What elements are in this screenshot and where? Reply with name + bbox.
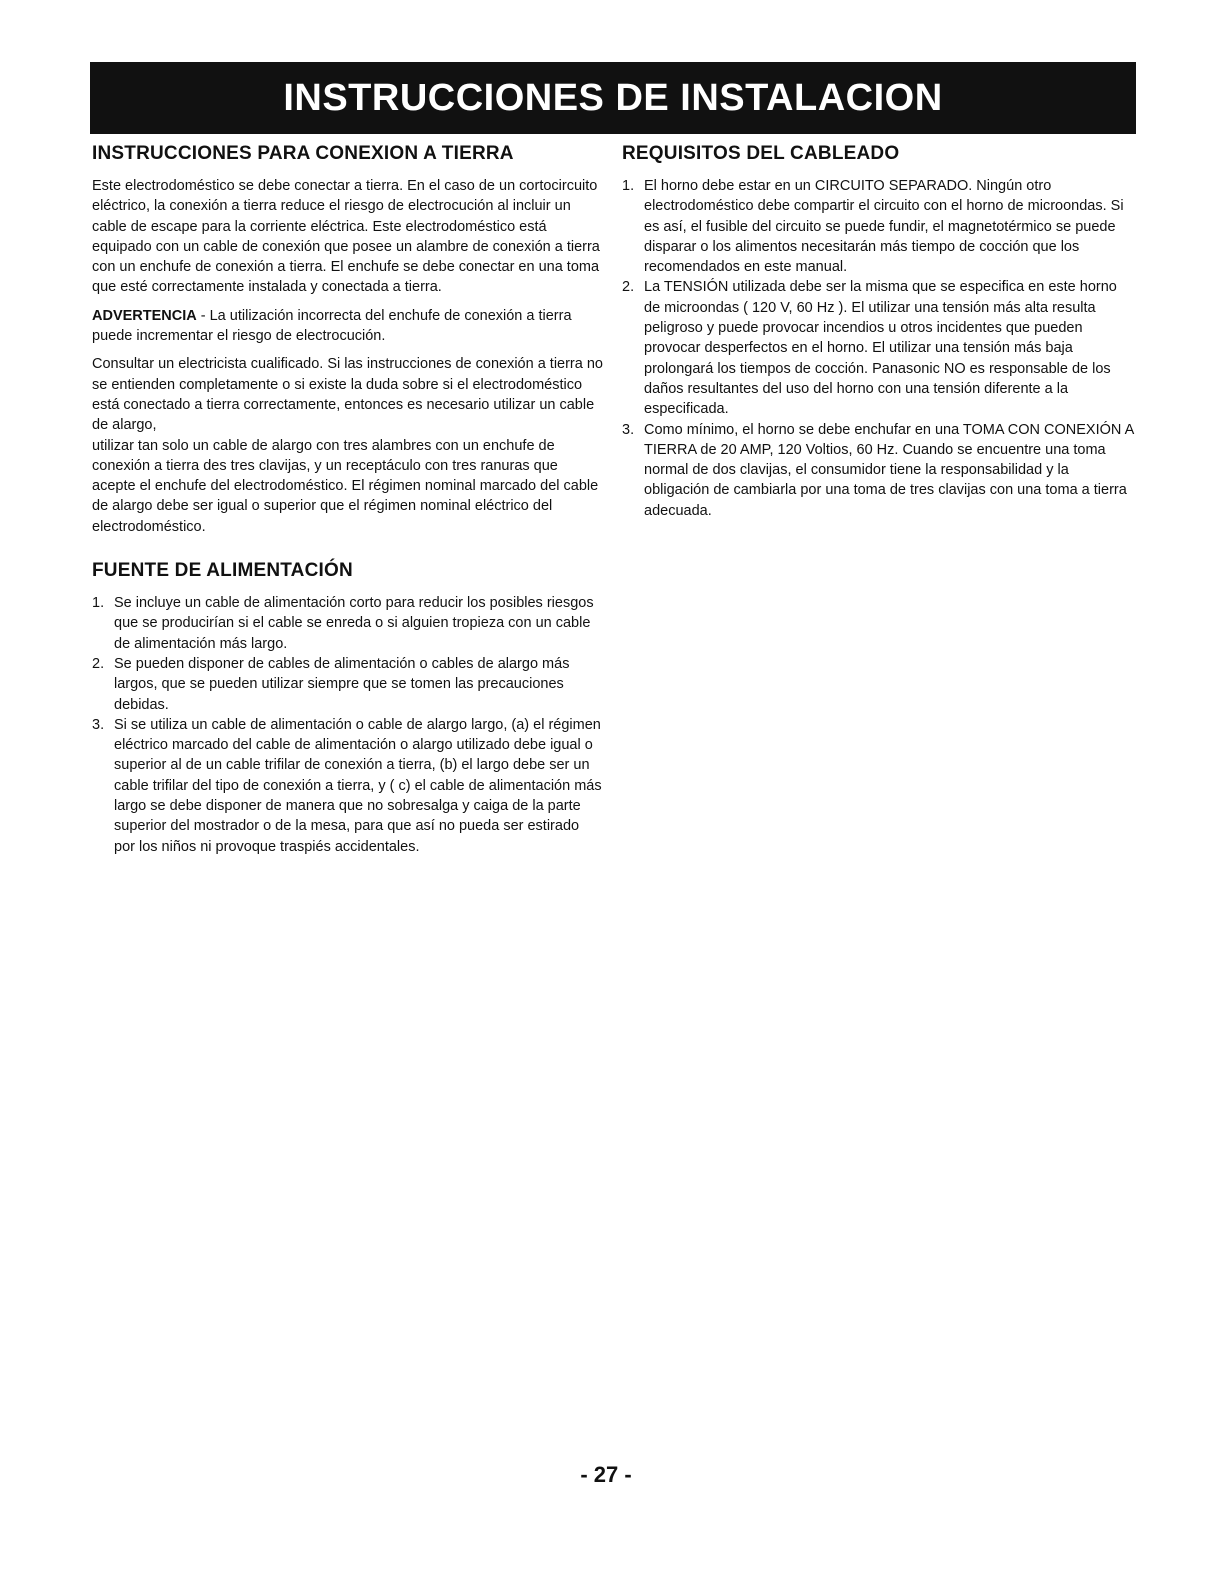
- list-item-text: Se pueden disponer de cables de alimentación o cables de alargo más largos, que se pueden utilizar siempre que se tomen las precauciones debidas.: [114, 655, 570, 713]
- power-supply-heading: FUENTE DE ALIMENTACIÓN: [92, 560, 353, 582]
- list-item: [622, 420, 1134, 521]
- page-number: - 27 -: [580, 1462, 632, 1487]
- warning-label: ADVERTENCIA: [92, 307, 197, 324]
- extension-cord-paragraph: utilizar tan solo un cable de alargo con tres alambres con un enchufe de conexión a tierra des tres clavijas, y un receptáculo con tres ranuras que acepte el enchufe del electrodoméstico. El régimen nominal marcado del cable de alargo debe ser igual o superior que el régimen nominal eléctrico del electrodoméstico.: [92, 437, 599, 535]
- wiring-section: [622, 142, 1134, 521]
- list-item-text: El horno debe estar en un CIRCUITO SEPARADO. Ningún otro electrodoméstico debe compartir el circuito con el horno de microondas. Si es así, el fusible del circuito se puede fundir, el magnetotérmico se puede disparar o los alimentos necesitarán más tiempo de cocción que los recomendados en este manual.: [644, 178, 1124, 276]
- page-title: INSTRUCCIONES DE INSTALACION: [283, 77, 943, 119]
- warning-paragraph: [92, 306, 604, 347]
- grounding-paragraph: Este electrodoméstico se debe conectar a tierra. En el caso de un cortocircuito eléctrico, la conexión a tierra reduce el riesgo de electrocución al incluir un cable de escape para la corriente eléctrica. Este electrodoméstico está equipado con un cable de conexión que posee un alambre de conexión a tierra con un enchufe de conexión a tierra. El enchufe se debe conectar en una toma que esté correctamente instalada y conectada a tierra.: [92, 178, 600, 296]
- right-column: [622, 142, 1134, 521]
- wiring-heading: REQUISITOS DEL CABLEADO: [622, 143, 900, 164]
- list-item-text: La TENSIÓN utilizada debe ser la misma que se especifica en este horno de microondas ( 120 V, 60 Hz ). El utilizar una tensión más alta resulta peligroso y puede provocar incendios u otros incidentes que pueden provocar desperfectos en el horno. El utilizar una tensión más baja prolongará los tiempos de cocción. Panasonic NO es responsable de los daños resultantes del uso del horno con una tensión diferente a la especificada.: [644, 279, 1117, 418]
- list-item: [92, 654, 604, 715]
- list-item-number: 3.: [92, 716, 105, 733]
- list-item: [622, 277, 1134, 419]
- list-item-number: 2.: [622, 279, 635, 296]
- list-item-number: 1.: [622, 178, 635, 194]
- list-item: [622, 176, 1134, 277]
- list-item: [92, 593, 604, 654]
- grounding-section: [92, 142, 604, 537]
- list-item-number: 3.: [622, 421, 635, 438]
- page-header-banner: [90, 62, 1136, 134]
- electrician-paragraph: Consultar un electricista cualificado. Si las instrucciones de conexión a tierra no se entienden completamente o si existe la duda sobre si el electrodoméstico está conectado a tierra correctamente, entonces es necesario utilizar un cable de alargo,: [92, 356, 603, 434]
- power-supply-section: [92, 559, 604, 857]
- list-item-number: 2.: [92, 655, 105, 672]
- warning-text: - La utilización incorrecta del enchufe de conexión a tierra puede incrementar el riesgo de electrocución.: [92, 307, 572, 345]
- list-item: [92, 715, 604, 857]
- list-item-text: Como mínimo, el horno se debe enchufar en una TOMA CON CONEXIÓN A TIERRA de 20 AMP, 120 Voltios, 60 Hz. Cuando se encuentre una toma normal de dos clavijas, el consumidor tiene la responsabilidad y la obligación de cambiarla por una toma de tres clavijas con una toma a tierra adecuada.: [644, 421, 1134, 519]
- list-item-number: 1.: [92, 595, 105, 612]
- list-item-text: Si se utiliza un cable de alimentación o cable de alargo largo, (a) el régimen eléctrico marcado del cable de alimentación o alargo utilizado debe igual o superior al de un cable trifilar de conexión a tierra, (b) el largo debe ser un cable trifilar del tipo de conexión a tierra, y ( c) el cable de alimentación más largo se debe disponer de manera que no sobresalga y caiga de la parte superior del mostrador o de la mesa, para que así no pueda ser estirado por los niños ni provoque traspiés accidentales.: [114, 716, 602, 855]
- power-supply-list: [92, 593, 604, 857]
- grounding-heading: INSTRUCCIONES PARA CONEXION A TIERRA: [92, 143, 514, 164]
- wiring-list: [622, 176, 1134, 521]
- list-item-text: Se incluye un cable de alimentación corto para reducir los posibles riesgos que se producirían si el cable se enreda o si alguien tropieza con un cable de alimentación más largo.: [114, 595, 594, 652]
- left-column: [92, 142, 604, 857]
